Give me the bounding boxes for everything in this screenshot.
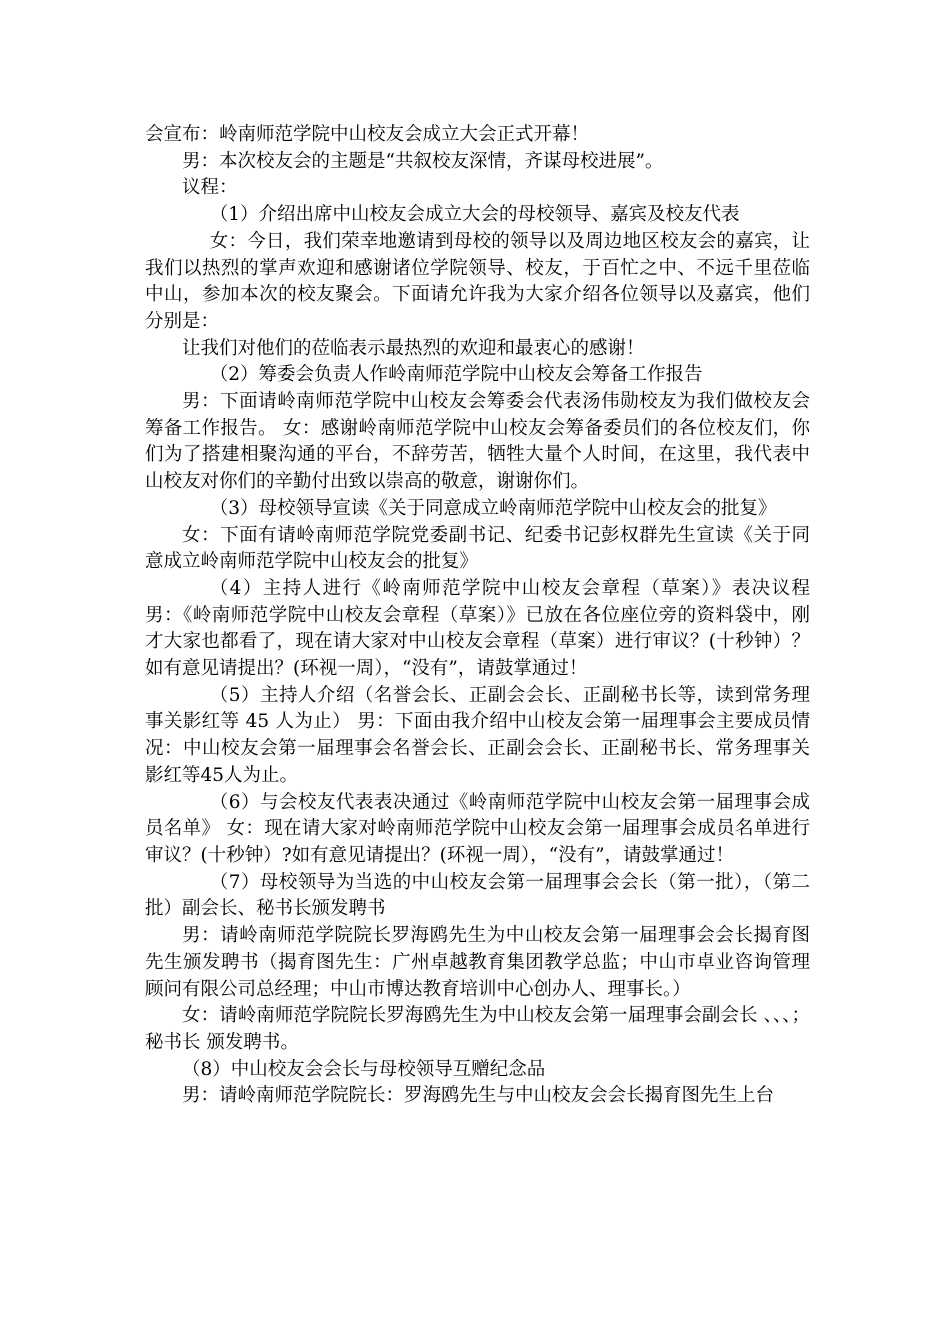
paragraph-17: （8）中山校友会会长与母校领导互赠纪念品 — [182, 1058, 546, 1080]
paragraph-7: （2）筹委会负责人作岭南师范学院中山校友会筹备工作报告 — [209, 364, 703, 386]
paragraph-4: （1）介绍出席中山校友会成立大会的母校领导、嘉宾及校友代表 — [209, 204, 740, 226]
paragraph-1: 会宣布：岭南师范学院中山校友会成立大会正式开幕！ — [145, 124, 590, 145]
paragraph-18: 男：请岭南师范学院院长：罗海鸥先生与中山校友会会长揭育图先生上台 — [182, 1085, 775, 1107]
paragraph-5: 女：今日，我们荣幸地邀请到母校的领导以及周边地区校友会的嘉宾，让我们以热烈的掌声欢迎和感谢诸位学院领导、校友，于百忙之中、不远千里莅临中山，参加本次的校友聚会。下面请允许我为大家介绍各位领导以及嘉宾，他们分别是： — [145, 230, 810, 332]
paragraph-13: （6）与会校友代表表决通过《岭南师范学院中山校友会第一届理事会成员名单》 女：现在请大家对岭南师范学院中山校友会第一届理事会成员名单进行审议？(十秒钟）?如有意见请提出？(环视一周），“没有”，请鼓掌通过！ — [145, 791, 810, 866]
paragraph-15: 男：请岭南师范学院院长罗海鸥先生为中山校友会第一届理事会会长揭育图先生颁发聘书（揭育图先生：广州卓越教育集团教学总监；中山市卓业咨询管理顾问有限公司总经理；中山市博达教育培训中心创办人、理事长。） — [145, 925, 810, 1000]
paragraph-6: 让我们对他们的莅临表示最热烈的欢迎和最衷心的感谢！ — [182, 337, 645, 359]
paragraph-8: 男：下面请岭南师范学院中山校友会筹委会代表汤伟勋校友为我们做校友会筹备工作报告。 女：感谢岭南师范学院中山校友会筹备委员们的各位校友们，你们为了搭建相聚沟通的平台，不辞劳苦，牺牲大量个人时间，在这里，我代表中山校友对你们的辛勤付出致以崇高的敬意，谢谢你们。 — [145, 391, 810, 493]
paragraph-10: 女：下面有请岭南师范学院党委副书记、纪委书记彭权群先生宣读《关于同意成立岭南师范学院中山校友会的批复》 — [145, 524, 810, 573]
paragraph-2: 男：本次校友会的主题是“共叙校友深情，齐谋母校进展”。 — [182, 150, 664, 172]
paragraph-11: （4）主持人进行《岭南师范学院中山校友会章程（草案）》表决议程 男：《岭南师范学院中山校友会章程（草案）》已放在各位座位旁的资料袋中，刚才大家也都看了，现在请大家对中山校友会章程（草案）进行审议？(十秒钟）？ 如有意见请提出？(环视一周），“没有”，请鼓掌通过！ — [145, 577, 810, 680]
paragraph-3: 议程： — [182, 177, 238, 199]
paragraph-9: （3）母校领导宣读《关于同意成立岭南师范学院中山校友会的批复》 — [209, 497, 777, 519]
paragraph-16: 女：请岭南师范学院院长罗海鸥先生为中山校友会第一届理事会副会长 、、、；秘书长 颁发聘书。 — [145, 1005, 810, 1053]
paragraph-12: （5）主持人介绍（名誉会长、正副会会长、正副秘书长等，读到常务理事关影红等 45 人为止） 男：下面由我介绍中山校友会第一届理事会主要成员情况：中山校友会第一届理事会名誉会长、正副会会长、正副秘书长、常务理事关影红等45人为止。 — [145, 684, 810, 786]
paragraph-14: （7）母校领导为当选的中山校友会第一届理事会会长（第一批），（第二批）副会长、秘书长颁发聘书 — [145, 871, 810, 920]
document-page — [145, 122, 810, 1110]
